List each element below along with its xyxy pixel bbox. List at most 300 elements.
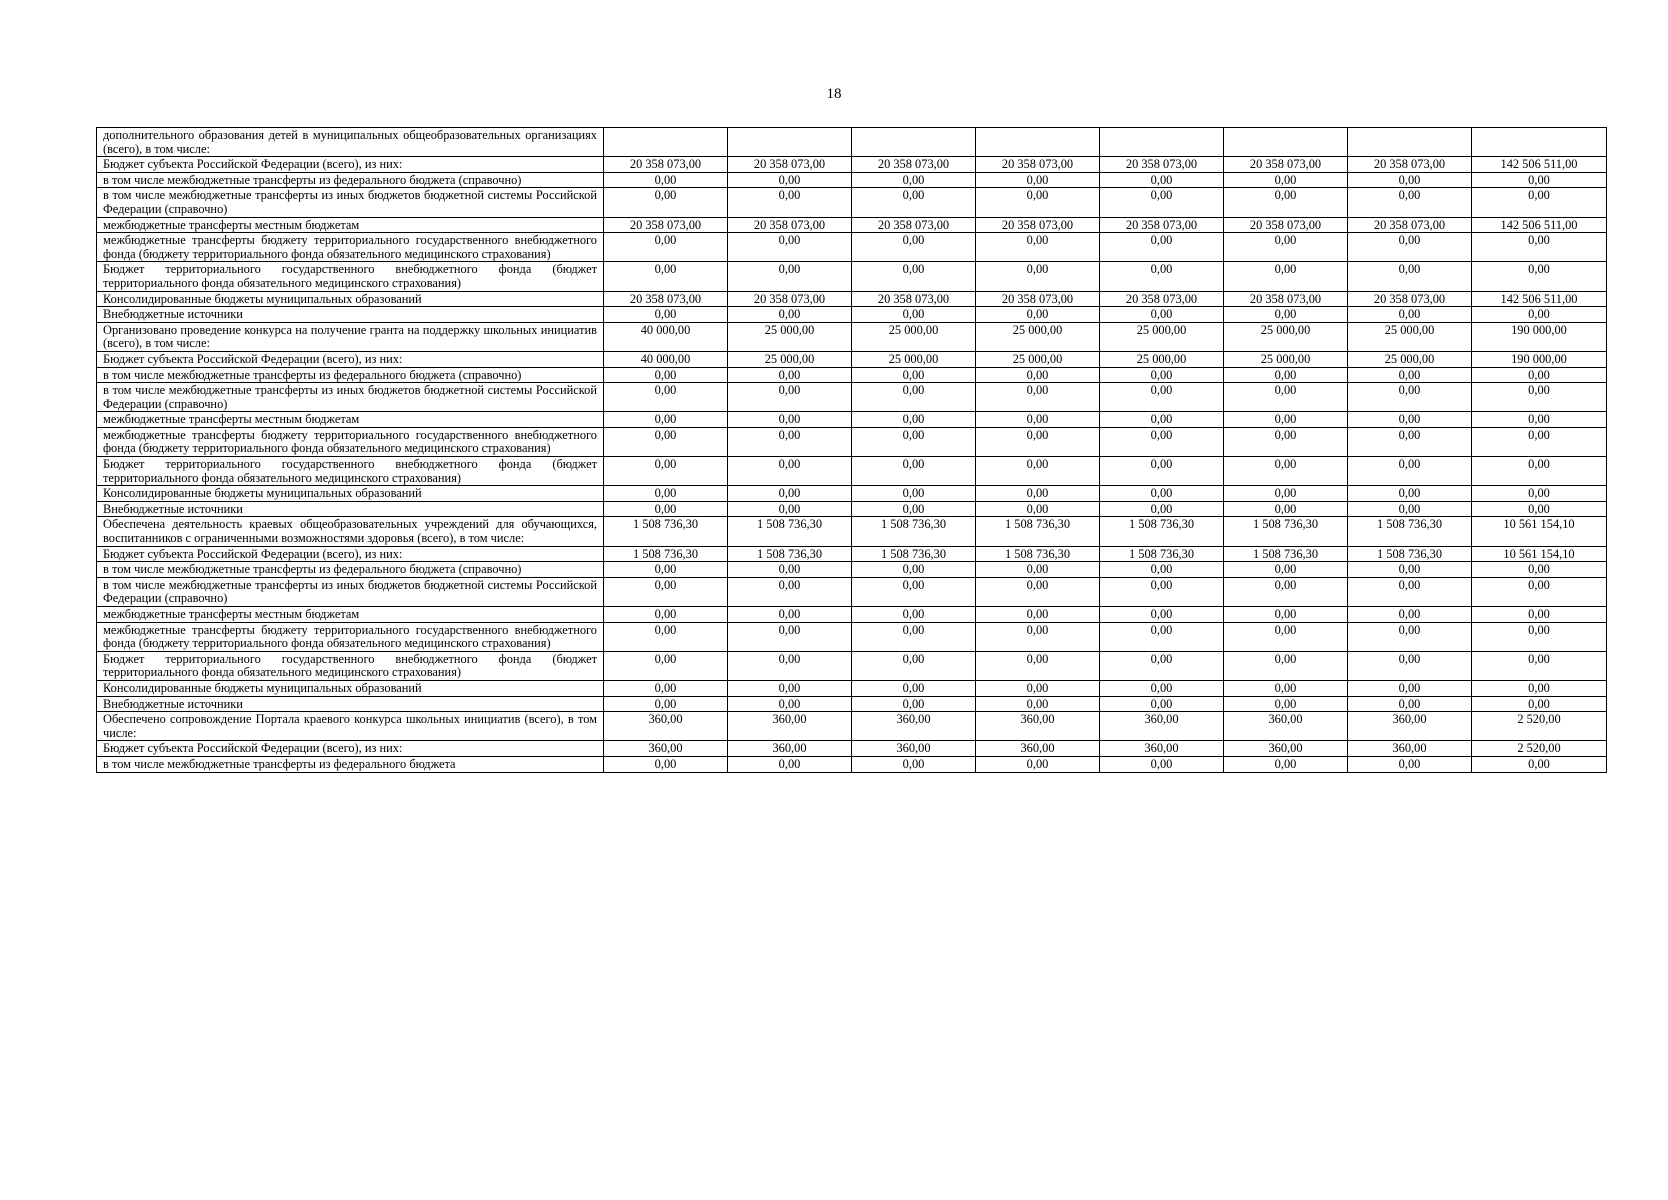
table-row: [97, 367, 1607, 383]
row-label: в том числе межбюджетные трансферты из иных бюджетов бюджетной системы Российской Федерации (справочно): [97, 188, 604, 217]
year-value-cell: 360,00: [1100, 712, 1224, 741]
year-value-cell: 0,00: [976, 412, 1100, 428]
year-value-cell: 0,00: [1100, 233, 1224, 262]
year-value-cell: 20 358 073,00: [1100, 157, 1224, 173]
year-value-cell: [728, 128, 852, 157]
total-value-cell: 0,00: [1472, 486, 1607, 502]
table-row: [97, 577, 1607, 606]
year-value-cell: 25 000,00: [728, 351, 852, 367]
year-value-cell: 0,00: [1224, 412, 1348, 428]
year-value-cell: 0,00: [604, 172, 728, 188]
year-value-cell: 0,00: [604, 486, 728, 502]
year-value-cell: 0,00: [1348, 307, 1472, 323]
year-value-cell: 0,00: [976, 307, 1100, 323]
row-label: Бюджет территориального государственного внебюджетного фонда (бюджет территориального фонда обязательного медицинского страхования): [97, 457, 604, 486]
table-row: [97, 546, 1607, 562]
year-value-cell: 0,00: [976, 383, 1100, 412]
row-label: Внебюджетные источники: [97, 307, 604, 323]
year-value-cell: 0,00: [1100, 427, 1224, 456]
year-value-cell: 0,00: [1100, 607, 1224, 623]
year-value-cell: 0,00: [1348, 457, 1472, 486]
year-value-cell: 0,00: [852, 367, 976, 383]
year-value-cell: 0,00: [604, 696, 728, 712]
year-value-cell: 0,00: [728, 651, 852, 680]
year-value-cell: 0,00: [728, 307, 852, 323]
year-value-cell: 0,00: [1224, 607, 1348, 623]
year-value-cell: 0,00: [852, 577, 976, 606]
year-value-cell: 20 358 073,00: [852, 157, 976, 173]
year-value-cell: 1 508 736,30: [976, 517, 1100, 546]
year-value-cell: 0,00: [976, 607, 1100, 623]
year-value-cell: [1348, 128, 1472, 157]
total-value-cell: 142 506 511,00: [1472, 291, 1607, 307]
year-value-cell: 0,00: [1348, 696, 1472, 712]
year-value-cell: 0,00: [976, 367, 1100, 383]
year-value-cell: 20 358 073,00: [1224, 291, 1348, 307]
year-value-cell: 0,00: [728, 622, 852, 651]
year-value-cell: 25 000,00: [728, 322, 852, 351]
table-row: [97, 322, 1607, 351]
year-value-cell: 0,00: [1348, 607, 1472, 623]
year-value-cell: 0,00: [728, 188, 852, 217]
total-value-cell: 10 561 154,10: [1472, 546, 1607, 562]
year-value-cell: 0,00: [728, 262, 852, 291]
year-value-cell: 20 358 073,00: [728, 217, 852, 233]
table-row: [97, 262, 1607, 291]
year-value-cell: 0,00: [1348, 501, 1472, 517]
year-value-cell: 0,00: [976, 756, 1100, 772]
year-value-cell: 0,00: [1348, 622, 1472, 651]
total-value-cell: 0,00: [1472, 562, 1607, 578]
year-value-cell: 0,00: [1224, 680, 1348, 696]
table-body: [97, 128, 1607, 773]
row-label: Обеспечено сопровождение Портала краевого конкурса школьных инициатив (всего), в том числе:: [97, 712, 604, 741]
year-value-cell: 0,00: [976, 562, 1100, 578]
table-row: [97, 680, 1607, 696]
year-value-cell: 25 000,00: [1100, 351, 1224, 367]
year-value-cell: 0,00: [604, 501, 728, 517]
year-value-cell: 0,00: [1224, 696, 1348, 712]
year-value-cell: 0,00: [1100, 307, 1224, 323]
year-value-cell: 0,00: [1224, 457, 1348, 486]
year-value-cell: 0,00: [852, 172, 976, 188]
year-value-cell: 0,00: [728, 172, 852, 188]
year-value-cell: 0,00: [1224, 383, 1348, 412]
total-value-cell: 0,00: [1472, 188, 1607, 217]
year-value-cell: 40 000,00: [604, 351, 728, 367]
year-value-cell: 0,00: [728, 562, 852, 578]
total-value-cell: 0,00: [1472, 501, 1607, 517]
table-row: [97, 651, 1607, 680]
year-value-cell: 20 358 073,00: [604, 157, 728, 173]
year-value-cell: 25 000,00: [1224, 351, 1348, 367]
total-value-cell: 10 561 154,10: [1472, 517, 1607, 546]
year-value-cell: 0,00: [976, 188, 1100, 217]
year-value-cell: 0,00: [976, 427, 1100, 456]
row-label: в том числе межбюджетные трансферты из федерального бюджета (справочно): [97, 172, 604, 188]
total-value-cell: 0,00: [1472, 262, 1607, 291]
table-row: [97, 607, 1607, 623]
year-value-cell: 0,00: [1348, 651, 1472, 680]
total-value-cell: 2 520,00: [1472, 741, 1607, 757]
year-value-cell: 25 000,00: [1348, 322, 1472, 351]
year-value-cell: 0,00: [976, 622, 1100, 651]
row-label: в том числе межбюджетные трансферты из иных бюджетов бюджетной системы Российской Федерации (справочно): [97, 383, 604, 412]
year-value-cell: 0,00: [604, 262, 728, 291]
year-value-cell: 1 508 736,30: [1348, 517, 1472, 546]
year-value-cell: 0,00: [1100, 756, 1224, 772]
year-value-cell: 0,00: [604, 367, 728, 383]
total-value-cell: 0,00: [1472, 696, 1607, 712]
year-value-cell: 20 358 073,00: [1348, 157, 1472, 173]
year-value-cell: 20 358 073,00: [604, 217, 728, 233]
year-value-cell: 1 508 736,30: [728, 517, 852, 546]
year-value-cell: 1 508 736,30: [728, 546, 852, 562]
year-value-cell: [852, 128, 976, 157]
year-value-cell: 20 358 073,00: [1224, 217, 1348, 233]
total-value-cell: [1472, 128, 1607, 157]
year-value-cell: 0,00: [976, 457, 1100, 486]
year-value-cell: 25 000,00: [1100, 322, 1224, 351]
row-label: Бюджет субъекта Российской Федерации (всего), из них:: [97, 546, 604, 562]
row-label: в том числе межбюджетные трансферты из федерального бюджета: [97, 756, 604, 772]
year-value-cell: 0,00: [1100, 188, 1224, 217]
year-value-cell: 360,00: [728, 741, 852, 757]
year-value-cell: 1 508 736,30: [1224, 517, 1348, 546]
year-value-cell: 0,00: [1100, 412, 1224, 428]
year-value-cell: 1 508 736,30: [1348, 546, 1472, 562]
year-value-cell: 0,00: [728, 486, 852, 502]
year-value-cell: 360,00: [1224, 712, 1348, 741]
table-row: [97, 427, 1607, 456]
total-value-cell: 0,00: [1472, 172, 1607, 188]
year-value-cell: 360,00: [728, 712, 852, 741]
year-value-cell: 20 358 073,00: [852, 217, 976, 233]
table-row: [97, 622, 1607, 651]
row-label: Бюджет территориального государственного внебюджетного фонда (бюджет территориального фонда обязательного медицинского страхования): [97, 262, 604, 291]
year-value-cell: 20 358 073,00: [1348, 217, 1472, 233]
table-row: [97, 486, 1607, 502]
row-label: Консолидированные бюджеты муниципальных образований: [97, 291, 604, 307]
year-value-cell: 0,00: [1100, 172, 1224, 188]
row-label: Бюджет территориального государственного внебюджетного фонда (бюджет территориального фонда обязательного медицинского страхования): [97, 651, 604, 680]
total-value-cell: 2 520,00: [1472, 712, 1607, 741]
total-value-cell: 0,00: [1472, 233, 1607, 262]
table-row: [97, 291, 1607, 307]
year-value-cell: 0,00: [604, 457, 728, 486]
total-value-cell: 142 506 511,00: [1472, 217, 1607, 233]
year-value-cell: 0,00: [1348, 427, 1472, 456]
total-value-cell: 0,00: [1472, 367, 1607, 383]
row-label: Внебюджетные источники: [97, 696, 604, 712]
year-value-cell: 0,00: [604, 383, 728, 412]
year-value-cell: 360,00: [852, 712, 976, 741]
year-value-cell: 0,00: [976, 262, 1100, 291]
total-value-cell: 190 000,00: [1472, 351, 1607, 367]
total-value-cell: 0,00: [1472, 383, 1607, 412]
table-row: [97, 741, 1607, 757]
year-value-cell: 0,00: [728, 457, 852, 486]
year-value-cell: 0,00: [976, 651, 1100, 680]
year-value-cell: 0,00: [728, 233, 852, 262]
total-value-cell: 0,00: [1472, 607, 1607, 623]
table-row: [97, 457, 1607, 486]
year-value-cell: 0,00: [1100, 486, 1224, 502]
year-value-cell: 0,00: [852, 562, 976, 578]
table-row: [97, 157, 1607, 173]
year-value-cell: 0,00: [728, 501, 852, 517]
year-value-cell: 0,00: [728, 577, 852, 606]
year-value-cell: 0,00: [1100, 383, 1224, 412]
year-value-cell: 0,00: [604, 756, 728, 772]
table-row: [97, 756, 1607, 772]
row-label: Внебюджетные источники: [97, 501, 604, 517]
total-value-cell: 190 000,00: [1472, 322, 1607, 351]
year-value-cell: 0,00: [604, 622, 728, 651]
year-value-cell: 0,00: [1100, 262, 1224, 291]
year-value-cell: 360,00: [1100, 741, 1224, 757]
total-value-cell: 0,00: [1472, 622, 1607, 651]
year-value-cell: 0,00: [1100, 680, 1224, 696]
total-value-cell: 0,00: [1472, 577, 1607, 606]
year-value-cell: 20 358 073,00: [976, 217, 1100, 233]
year-value-cell: 0,00: [1348, 233, 1472, 262]
year-value-cell: 0,00: [1348, 172, 1472, 188]
year-value-cell: 25 000,00: [852, 351, 976, 367]
year-value-cell: [604, 128, 728, 157]
total-value-cell: 0,00: [1472, 756, 1607, 772]
total-value-cell: 0,00: [1472, 427, 1607, 456]
row-label: Обеспечена деятельность краевых общеобразовательных учреждений для обучающихся, воспитанников с ограниченными возможностями здоровья (всего), в том числе:: [97, 517, 604, 546]
total-value-cell: 0,00: [1472, 651, 1607, 680]
table-row: [97, 233, 1607, 262]
year-value-cell: 0,00: [852, 651, 976, 680]
row-label: в том числе межбюджетные трансферты из федерального бюджета (справочно): [97, 367, 604, 383]
year-value-cell: 0,00: [852, 427, 976, 456]
year-value-cell: 1 508 736,30: [1100, 546, 1224, 562]
year-value-cell: 1 508 736,30: [852, 517, 976, 546]
year-value-cell: 0,00: [1348, 188, 1472, 217]
year-value-cell: 0,00: [1348, 367, 1472, 383]
year-value-cell: 0,00: [852, 756, 976, 772]
year-value-cell: 360,00: [604, 741, 728, 757]
year-value-cell: 1 508 736,30: [604, 517, 728, 546]
row-label: Бюджет субъекта Российской Федерации (всего), из них:: [97, 741, 604, 757]
year-value-cell: 0,00: [852, 262, 976, 291]
table-row: [97, 712, 1607, 741]
year-value-cell: 0,00: [1224, 577, 1348, 606]
year-value-cell: 0,00: [1224, 427, 1348, 456]
row-label: Консолидированные бюджеты муниципальных образований: [97, 680, 604, 696]
year-value-cell: 0,00: [728, 607, 852, 623]
year-value-cell: 0,00: [976, 233, 1100, 262]
year-value-cell: 20 358 073,00: [728, 291, 852, 307]
row-label: в том числе межбюджетные трансферты из иных бюджетов бюджетной системы Российской Федерации (справочно): [97, 577, 604, 606]
year-value-cell: 0,00: [1348, 383, 1472, 412]
row-label: Бюджет субъекта Российской Федерации (всего), из них:: [97, 351, 604, 367]
table-row: [97, 217, 1607, 233]
year-value-cell: 0,00: [1224, 233, 1348, 262]
year-value-cell: 0,00: [604, 233, 728, 262]
year-value-cell: 0,00: [604, 188, 728, 217]
table-row: [97, 517, 1607, 546]
total-value-cell: 0,00: [1472, 307, 1607, 323]
year-value-cell: 0,00: [728, 696, 852, 712]
row-label: Консолидированные бюджеты муниципальных образований: [97, 486, 604, 502]
year-value-cell: 0,00: [852, 383, 976, 412]
table-row: [97, 696, 1607, 712]
year-value-cell: [1224, 128, 1348, 157]
year-value-cell: 1 508 736,30: [604, 546, 728, 562]
table-row: [97, 172, 1607, 188]
row-label: межбюджетные трансферты бюджету территориального государственного внебюджетного фонда (бюджету территориального фонда обязательного медицинского страхования): [97, 622, 604, 651]
year-value-cell: 0,00: [976, 172, 1100, 188]
year-value-cell: 0,00: [1100, 457, 1224, 486]
year-value-cell: 0,00: [1100, 651, 1224, 680]
year-value-cell: 0,00: [728, 412, 852, 428]
row-label: Организовано проведение конкурса на получение гранта на поддержку школьных инициатив (всего), в том числе:: [97, 322, 604, 351]
year-value-cell: 1 508 736,30: [976, 546, 1100, 562]
year-value-cell: 0,00: [604, 607, 728, 623]
year-value-cell: 25 000,00: [976, 322, 1100, 351]
total-value-cell: 0,00: [1472, 412, 1607, 428]
total-value-cell: 0,00: [1472, 680, 1607, 696]
year-value-cell: 20 358 073,00: [1348, 291, 1472, 307]
year-value-cell: 0,00: [976, 501, 1100, 517]
year-value-cell: 25 000,00: [852, 322, 976, 351]
year-value-cell: 360,00: [604, 712, 728, 741]
year-value-cell: 0,00: [976, 680, 1100, 696]
year-value-cell: 0,00: [852, 622, 976, 651]
year-value-cell: 0,00: [728, 367, 852, 383]
year-value-cell: 0,00: [728, 756, 852, 772]
year-value-cell: 0,00: [852, 307, 976, 323]
table-row: [97, 412, 1607, 428]
row-label: в том числе межбюджетные трансферты из федерального бюджета (справочно): [97, 562, 604, 578]
year-value-cell: 40 000,00: [604, 322, 728, 351]
year-value-cell: 0,00: [1100, 622, 1224, 651]
year-value-cell: 0,00: [976, 486, 1100, 502]
year-value-cell: 0,00: [1348, 577, 1472, 606]
year-value-cell: 0,00: [604, 680, 728, 696]
year-value-cell: 20 358 073,00: [852, 291, 976, 307]
year-value-cell: 1 508 736,30: [852, 546, 976, 562]
row-label: межбюджетные трансферты бюджету территориального государственного внебюджетного фонда (бюджету территориального фонда обязательного медицинского страхования): [97, 427, 604, 456]
year-value-cell: 0,00: [976, 577, 1100, 606]
year-value-cell: 0,00: [976, 696, 1100, 712]
year-value-cell: 0,00: [1348, 562, 1472, 578]
year-value-cell: 20 358 073,00: [976, 291, 1100, 307]
year-value-cell: 0,00: [1348, 756, 1472, 772]
year-value-cell: 0,00: [852, 680, 976, 696]
year-value-cell: 0,00: [728, 427, 852, 456]
total-value-cell: 0,00: [1472, 457, 1607, 486]
year-value-cell: 0,00: [1224, 367, 1348, 383]
year-value-cell: 0,00: [604, 307, 728, 323]
year-value-cell: 0,00: [604, 412, 728, 428]
year-value-cell: 1 508 736,30: [1100, 517, 1224, 546]
year-value-cell: 0,00: [1224, 188, 1348, 217]
table-row: [97, 501, 1607, 517]
year-value-cell: 0,00: [1224, 756, 1348, 772]
year-value-cell: 0,00: [852, 412, 976, 428]
year-value-cell: 0,00: [604, 427, 728, 456]
year-value-cell: 0,00: [1100, 562, 1224, 578]
year-value-cell: 25 000,00: [1224, 322, 1348, 351]
row-label: дополнительного образования детей в муниципальных общеобразовательных организациях (всего), в том числе:: [97, 128, 604, 157]
page-number: 18: [826, 86, 842, 102]
year-value-cell: 0,00: [1100, 367, 1224, 383]
year-value-cell: 20 358 073,00: [728, 157, 852, 173]
year-value-cell: 0,00: [1224, 622, 1348, 651]
year-value-cell: 1 508 736,30: [1224, 546, 1348, 562]
year-value-cell: 0,00: [1348, 412, 1472, 428]
table-row: [97, 188, 1607, 217]
year-value-cell: 25 000,00: [976, 351, 1100, 367]
year-value-cell: 0,00: [1224, 486, 1348, 502]
year-value-cell: 0,00: [728, 383, 852, 412]
year-value-cell: 0,00: [852, 233, 976, 262]
year-value-cell: 0,00: [1224, 501, 1348, 517]
year-value-cell: 0,00: [1100, 696, 1224, 712]
row-label: межбюджетные трансферты местным бюджетам: [97, 607, 604, 623]
table-row: [97, 307, 1607, 323]
table-row: [97, 351, 1607, 367]
year-value-cell: 360,00: [976, 712, 1100, 741]
year-value-cell: 0,00: [1100, 501, 1224, 517]
year-value-cell: 360,00: [852, 741, 976, 757]
year-value-cell: 20 358 073,00: [1100, 291, 1224, 307]
total-value-cell: 142 506 511,00: [1472, 157, 1607, 173]
year-value-cell: [1100, 128, 1224, 157]
row-label: Бюджет субъекта Российской Федерации (всего), из них:: [97, 157, 604, 173]
year-value-cell: 360,00: [976, 741, 1100, 757]
year-value-cell: 0,00: [1224, 651, 1348, 680]
year-value-cell: 0,00: [852, 696, 976, 712]
table-row: [97, 383, 1607, 412]
year-value-cell: 0,00: [852, 188, 976, 217]
year-value-cell: 360,00: [1224, 741, 1348, 757]
year-value-cell: 0,00: [1224, 262, 1348, 291]
year-value-cell: 0,00: [1224, 562, 1348, 578]
budget-table: [96, 127, 1607, 773]
year-value-cell: 360,00: [1348, 741, 1472, 757]
year-value-cell: 0,00: [1100, 577, 1224, 606]
year-value-cell: 0,00: [852, 486, 976, 502]
year-value-cell: 0,00: [604, 577, 728, 606]
year-value-cell: 0,00: [1348, 486, 1472, 502]
year-value-cell: 0,00: [852, 501, 976, 517]
year-value-cell: 0,00: [604, 651, 728, 680]
year-value-cell: 0,00: [852, 607, 976, 623]
year-value-cell: 360,00: [1348, 712, 1472, 741]
year-value-cell: 20 358 073,00: [1224, 157, 1348, 173]
year-value-cell: 0,00: [604, 562, 728, 578]
row-label: межбюджетные трансферты бюджету территориального государственного внебюджетного фонда (бюджету территориального фонда обязательного медицинского страхования): [97, 233, 604, 262]
year-value-cell: 0,00: [1224, 307, 1348, 323]
year-value-cell: 0,00: [852, 457, 976, 486]
year-value-cell: 0,00: [1348, 262, 1472, 291]
year-value-cell: 0,00: [728, 680, 852, 696]
year-value-cell: 0,00: [1224, 172, 1348, 188]
table-row: [97, 128, 1607, 157]
row-label: межбюджетные трансферты местным бюджетам: [97, 412, 604, 428]
year-value-cell: [976, 128, 1100, 157]
year-value-cell: 0,00: [1348, 680, 1472, 696]
year-value-cell: 20 358 073,00: [1100, 217, 1224, 233]
year-value-cell: 25 000,00: [1348, 351, 1472, 367]
year-value-cell: 20 358 073,00: [604, 291, 728, 307]
